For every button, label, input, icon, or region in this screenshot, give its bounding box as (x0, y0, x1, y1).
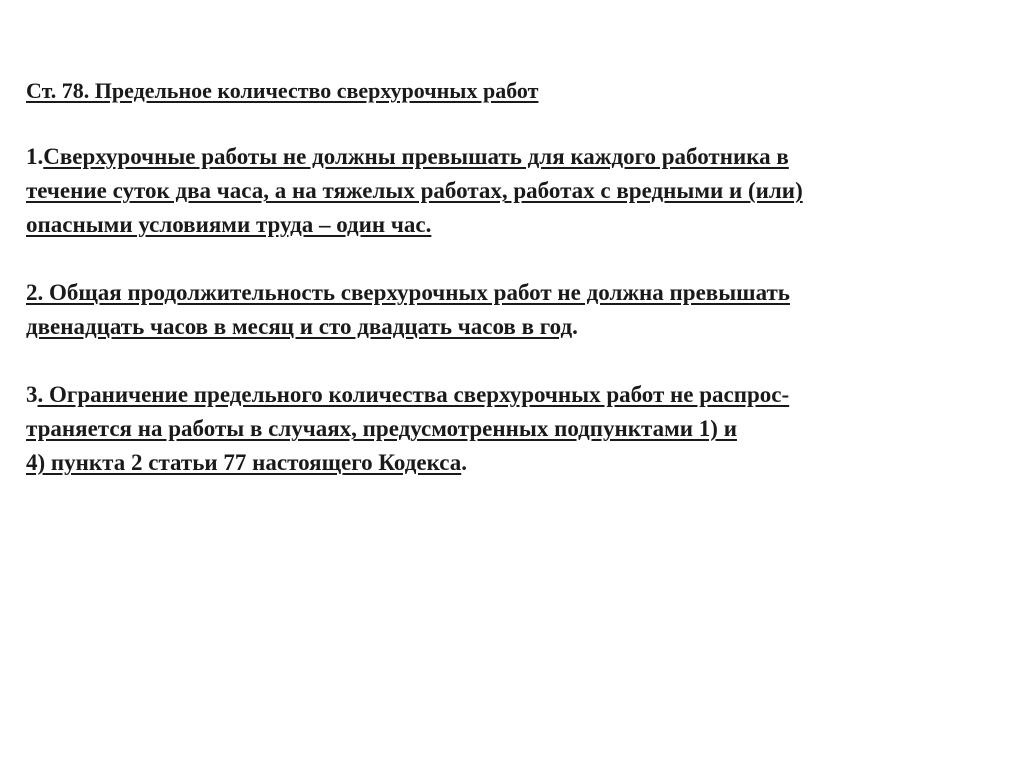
line-suffix: . (461, 450, 467, 475)
paragraph-line (26, 412, 1006, 446)
paragraph-line (26, 208, 1006, 242)
paragraph-line (26, 378, 1006, 412)
paragraph-line (26, 276, 1006, 310)
paragraph-line (26, 140, 1006, 174)
paragraph-line (26, 446, 1006, 480)
line-prefix: 3 (26, 382, 38, 407)
paragraph-line (26, 174, 1006, 208)
line-prefix: 1. (26, 144, 44, 169)
slide-content (26, 74, 1006, 514)
paragraph-3 (26, 378, 1006, 480)
line-text: . Ограничение предельного количества сверхурочных работ не распрос- (37, 382, 790, 407)
line-text: 4) пункта 2 статьи 77 настоящего Кодекса (26, 450, 462, 475)
line-text: 2. Общая продолжительность сверхурочных работ не должна превышать (26, 280, 790, 305)
line-text: Сверхурочные работы не должны превышать для каждого работника в (43, 144, 789, 169)
line-text: траняется на работы в случаях, предусмотренных подпунктами 1) и (26, 416, 737, 441)
line-text: двенадцать часов в месяц и сто двадцать часов в год (26, 314, 573, 339)
paragraph-2 (26, 276, 1006, 344)
line-text: течение суток два часа, а на тяжелых работах, работах с вредными и (или) (26, 178, 803, 203)
paragraph-1 (26, 140, 1006, 242)
line-suffix: . (572, 314, 578, 339)
line-text: опасными условиями труда – один час. (26, 212, 432, 237)
paragraph-line (26, 310, 1006, 344)
article-title: Ст. 78. Предельное количество сверхурочных работ (26, 78, 539, 103)
